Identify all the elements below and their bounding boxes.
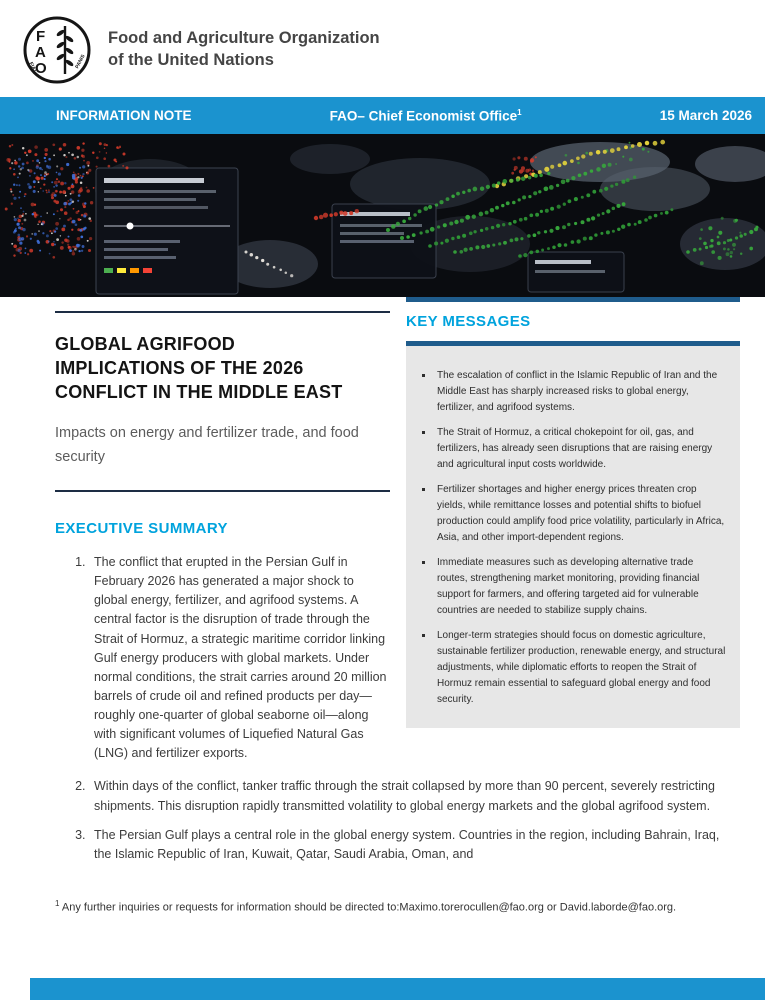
- footnote-marker: 1: [55, 898, 60, 908]
- summary-item-2: 2. Within days of the conflict, tanker traffic through the strait collapsed by more than 90 percent, severely restricting shipments. This disruption rapidly transmitted volatility to global energy markets and the global agrifood system.: [89, 777, 740, 815]
- key-message-1: ▪ The escalation of conflict in the Islamic Republic of Iran and the Middle East has sharply increased risks to global energy, fertilizer, and agrifood systems.: [434, 368, 726, 416]
- banner-note-type: INFORMATION NOTE: [56, 108, 192, 123]
- banner-bar: [0, 97, 765, 134]
- summary-item-1: 1. The conflict that erupted in the Persian Gulf in February 2026 has generated a major shock to global energy, fertilizer, and agrifood systems. A central factor is the disruption of trade through the Strait of Hormuz, a strategic maritime corridor linking Gulf energy producers with global markets. Under normal conditions, the strait carries around 20 million barrels of crude oil and refined products per day—roughly one-quarter of global seaborne oil—along with significant volumes of Liquefied Natural Gas (LNG) and fertilizer exports.: [89, 553, 390, 763]
- title-top-rule: [55, 311, 390, 313]
- footnote: [55, 898, 715, 917]
- fao-logo-icon: [22, 15, 92, 85]
- svg-text:A: A: [35, 43, 46, 61]
- dashboard-panel: [332, 204, 436, 278]
- key-messages-header: [406, 313, 740, 346]
- banner-date: 15 March 2026: [659, 108, 752, 123]
- key-messages-heading: KEY MESSAGES: [406, 313, 531, 330]
- hero-image: [0, 134, 765, 297]
- page-subtitle: Impacts on energy and fertilizer trade, and food security: [55, 424, 359, 466]
- key-message-4: ▪ Immediate measures such as developing alternative trade routes, strengthening market monitoring, providing financial support for farmers, and offering targeted aid for vulnerable countries are needed to stabilize supply chains.: [434, 555, 726, 619]
- key-message-2: ▪ The Strait of Hormuz, a critical chokepoint for oil, gas, and fertilizers, has already seen disruptions that are raising energy and agricultural input costs worldwide.: [434, 425, 726, 473]
- main-content: [0, 297, 765, 917]
- title-and-summary-column: [55, 297, 390, 773]
- svg-text:F: F: [36, 27, 46, 45]
- executive-summary-list: [55, 553, 390, 763]
- masthead: [0, 0, 765, 97]
- org-name-line2: of the United Nations: [108, 50, 274, 69]
- summary-item-3: 3. The Persian Gulf plays a central role in the global energy system. Countries in the region, including Bahrain, Iraq, the Islamic Republic of Iran, Kuwait, Qatar, Saudi Arabia, Oman, and: [89, 826, 740, 864]
- dashboard-panel: [528, 252, 624, 292]
- org-name-line1: Food and Agriculture Organization: [108, 29, 380, 48]
- key-message-3: ▪ Fertilizer shortages and higher energy prices threaten crop yields, while remittance losses and potential shifts to biofuel production could amplify food price volatility, particularly in Africa, Asia, and other import-dependent regions.: [434, 482, 726, 546]
- svg-text:FIAT: FIAT: [27, 60, 38, 74]
- executive-summary-heading: EXECUTIVE SUMMARY: [55, 520, 228, 538]
- banner-office: FAO– Chief Economist Office$^1$: [329, 107, 522, 124]
- banner-footnote-ref: 1: [517, 107, 522, 117]
- key-message-5: ▪ Longer-term strategies should focus on domestic agriculture, sustainable fertilizer production, renewable energy, and structural adjustments, while diplomatic efforts to reopen the Strait of Hormuz remain essential to safeguard global energy and food security.: [434, 628, 726, 708]
- svg-text:PANIS: PANIS: [74, 53, 87, 70]
- dashboard-panel: [96, 168, 238, 294]
- key-messages-list: [406, 346, 740, 728]
- executive-summary-list-continued: [55, 777, 740, 864]
- org-name: [108, 28, 380, 71]
- page-title: GLOBAL AGRIFOOD IMPLICATIONS OF THE 2026 CONFLICT IN THE MIDDLE EAST: [55, 334, 343, 402]
- title-bottom-rule: [55, 490, 390, 492]
- hero-map-visualization: [0, 134, 765, 297]
- footnote-text: Any further inquiries or requests for information should be directed to:Maximo.torerocullen@fao.org or David.laborde@fao.org.: [61, 901, 677, 914]
- footer-bar: [30, 978, 765, 1000]
- svg-text:O: O: [35, 59, 47, 77]
- key-messages-box: [406, 297, 740, 773]
